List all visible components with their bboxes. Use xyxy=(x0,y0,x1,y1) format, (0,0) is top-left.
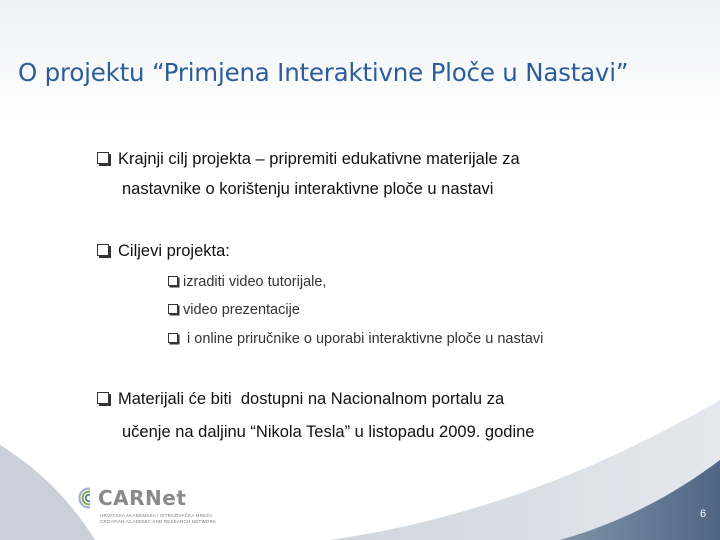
checkbox-bullet-icon xyxy=(168,333,178,343)
carnet-logo-tagline: HRVATSKA AKADEMSKA I ISTRAŽIVAČKA MREŽA xyxy=(100,513,213,518)
slide-title: O projektu “Primjena Interaktivne Ploče u Nastavi” xyxy=(18,58,629,87)
bullet-text-continuation: učenje na daljinu “Nikola Tesla” u listopadu 2009. godine xyxy=(122,423,535,441)
bullet-text-continuation: nastavnike o korištenju interaktivne ploče u nastavi xyxy=(122,180,494,198)
sub-bullet-item xyxy=(168,274,326,290)
carnet-logo xyxy=(78,484,217,532)
bullet-item xyxy=(97,150,520,169)
sub-bullet-text: izraditi video tutorijale, xyxy=(183,274,327,290)
bullet-item xyxy=(97,390,504,409)
bullet-item xyxy=(97,242,230,261)
bullet-text: Ciljevi projekta: xyxy=(118,242,230,260)
sub-bullet-item xyxy=(168,331,543,347)
checkbox-bullet-icon xyxy=(97,392,109,404)
sub-bullet-text: video prezentacije xyxy=(183,302,300,318)
carnet-logo-icon xyxy=(78,486,100,510)
bullet-text: Materijali će biti dostupni na Nacionalnom portalu za xyxy=(118,390,505,408)
carnet-logo-tagline: CROATIAN ACADEMIC AND RESEARCH NETWORK xyxy=(100,519,217,524)
sub-bullet-text: i online priručnike o uporabi interaktivne ploče u nastavi xyxy=(183,331,544,347)
checkbox-bullet-icon xyxy=(97,152,109,164)
checkbox-bullet-icon xyxy=(168,276,178,286)
bullet-text: Krajnji cilj projekta – pripremiti edukativne materijale za xyxy=(118,150,520,168)
page-number: 6 xyxy=(700,508,707,520)
checkbox-bullet-icon xyxy=(97,244,109,256)
sub-bullet-item xyxy=(168,302,300,318)
checkbox-bullet-icon xyxy=(168,304,178,314)
carnet-logo-wordmark: CARNet xyxy=(98,486,187,510)
